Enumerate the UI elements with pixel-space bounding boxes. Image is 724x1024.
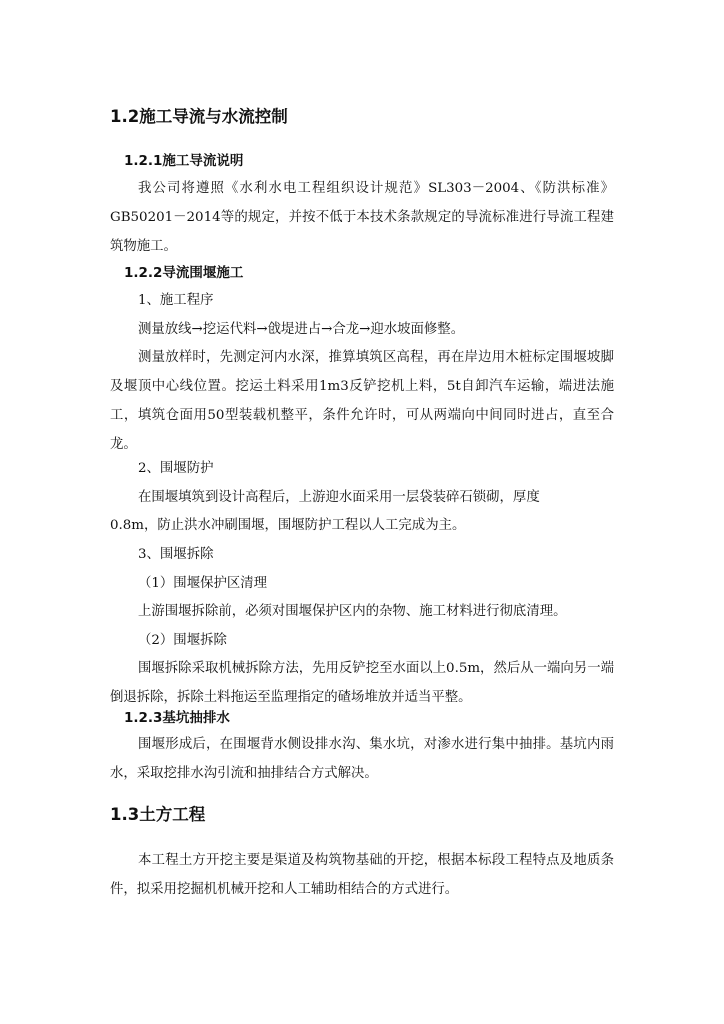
list-item-construction-procedure: 1、施工程序 bbox=[138, 293, 214, 308]
paragraph-removal-method: 围堰拆除采取机械拆除方法，先用反铲挖至水面以上0.5m，然后从一端向另一端倒退拆除，拆除土料拖运至监理指定的碴场堆放并适当平整。 bbox=[110, 661, 614, 705]
paragraph-procedure-steps: 测量放线→挖运代料→戗堤进占→合龙→迎水坡面修整。 bbox=[138, 322, 465, 337]
list-item-cofferdam-protection: 2、围堰防护 bbox=[138, 461, 214, 476]
paragraph-earthwork: 本工程土方开挖主要是渠道及构筑物基础的开挖，根据本标段工程特点及地质条件，拟采用挖掘机机械开挖和人工辅助相结合的方式进行。 bbox=[110, 853, 614, 897]
section-heading-1-2: 1.2施工导流与水流控制 bbox=[110, 107, 288, 126]
sub-item-protection-area-cleanup: （1）围堰保护区清理 bbox=[138, 576, 268, 591]
paragraph-survey-and-filling: 测量放样时，先测定河内水深，推算填筑区高程，再在岸边用木桩标定围堰坡脚及堰顶中心线位置。挖运土料采用1m3反铲挖机上料，5t自卸汽车运输，端进法施工，填筑仓面用50型装载机整平，条件允许时，可从两端向中间同时进占，直至合龙。 bbox=[110, 350, 614, 452]
paragraph-protection-line-1: 在围堰填筑到设计高程后，上游迎水面采用一层袋装碎石锁砌，厚度 bbox=[138, 490, 540, 505]
section-heading-1-3: 1.3土方工程 bbox=[110, 805, 206, 824]
paragraph-pit-drainage: 围堰形成后，在围堰背水侧设排水沟、集水坑，对渗水进行集中抽排。基坑内雨水，采取挖排水沟引流和抽排结合方式解决。 bbox=[110, 737, 614, 781]
paragraph-cleanup: 上游围堰拆除前，必须对围堰保护区内的杂物、施工材料进行彻底清理。 bbox=[138, 604, 567, 619]
subsection-heading-1-2-2: 1.2.2导流围堰施工 bbox=[124, 265, 244, 281]
paragraph-protection-line-2: 0.8m，防止洪水冲刷围堰，围堰防护工程以人工完成为主。 bbox=[110, 518, 466, 533]
subsection-heading-1-2-3: 1.2.3基坑抽排水 bbox=[124, 710, 230, 726]
sub-item-cofferdam-removal: （2）围堰拆除 bbox=[138, 633, 227, 648]
paragraph-diversion-description: 我公司将遵照《水利水电工程组织设计规范》SL303－2004、《防洪标准》GB50201－2014等的规定，并按不低于本技术条款规定的导流标准进行导流工程建筑物施工。 bbox=[110, 181, 614, 254]
list-item-cofferdam-removal: 3、围堰拆除 bbox=[138, 547, 214, 562]
subsection-heading-1-2-1: 1.2.1施工导流说明 bbox=[124, 153, 244, 169]
